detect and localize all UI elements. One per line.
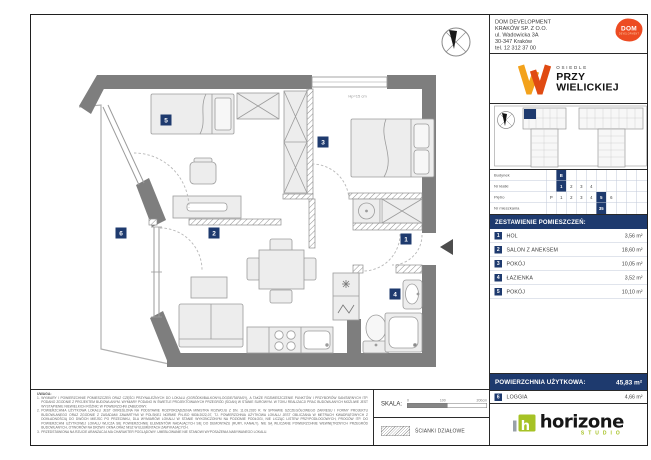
- przy-wielickiej-w-logo-icon: [518, 63, 551, 95]
- partition-hatch-swatch: [381, 426, 410, 436]
- bottom-strip: [31, 389, 489, 445]
- location-cell: [636, 170, 646, 181]
- room-area: 3,56 m²: [624, 232, 643, 239]
- rooms-section: [490, 215, 647, 374]
- drawing-sheet: [30, 14, 648, 446]
- rooms-table-title: ZESTAWIENIE POMIESZCZEŃ:: [490, 215, 647, 229]
- location-cell: [566, 170, 576, 181]
- company-street: ul. Wadowicka 3A: [495, 32, 539, 38]
- floor-plan: [31, 15, 489, 389]
- scale-tick-200: 200cm: [476, 399, 488, 403]
- room-label-1: 1: [401, 234, 412, 245]
- location-cell: 4: [586, 192, 596, 203]
- location-cell: [576, 203, 586, 214]
- room-number-badge: 2: [495, 246, 503, 254]
- room-area: 10,10 m²: [621, 288, 643, 295]
- company-city: 30-347 Kraków: [495, 38, 532, 45]
- location-cell: 1: [556, 181, 566, 192]
- location-cell: [626, 170, 636, 181]
- window-sill-note: Hp=15 cm: [348, 94, 367, 99]
- dom-logo-subtext: DEVELOPMENT: [618, 32, 640, 35]
- location-cell: [616, 192, 626, 203]
- room-number-badge: 3: [495, 260, 503, 268]
- room-number-badge: 1: [495, 232, 503, 240]
- room-list-item: [490, 229, 647, 243]
- location-cell: [556, 203, 566, 214]
- location-cell: 3: [576, 192, 586, 203]
- title-block: [489, 15, 647, 445]
- dom-logo-text: DOM: [621, 24, 637, 32]
- studio-logo-section: [490, 404, 647, 445]
- location-cell: [626, 181, 636, 192]
- estate-brand: [490, 54, 647, 104]
- room-name: HOL: [506, 232, 518, 239]
- developer-info: [490, 15, 647, 54]
- room-list-item: [490, 271, 647, 285]
- key-plan-drawing: [490, 104, 648, 169]
- room-label-3: 3: [318, 137, 329, 148]
- location-cell: [626, 192, 636, 203]
- horizone-studio-subtext: STUDIO: [580, 430, 624, 436]
- room-name: POKÓJ: [506, 260, 526, 267]
- brand-name-line1: PRZY: [556, 70, 586, 83]
- legend-cell: [374, 418, 489, 444]
- location-cell: [636, 181, 646, 192]
- horizone-logo: [513, 413, 624, 436]
- location-row: [490, 181, 647, 192]
- location-cell: [606, 203, 616, 214]
- north-arrow-icon: [442, 28, 470, 56]
- entrance-arrow-icon: [440, 239, 453, 255]
- horizone-logo-icon: [513, 413, 536, 432]
- note-item: 3. PRZEDSTAWIONA NA RZUCIE ARANŻACJA MA CHARAKTER POGLĄDOWY. UMEBLOWANIE NIE STANOWI WYPOSAŻENIA NABYWANEGO LOKALU.: [37, 430, 268, 434]
- note-item: 2. POWIERZCHNIA UŻYTKOWA LOKALU JEST OKREŚLONA NA PODSTAWIE ROZPORZĄDZENIA MINISTRA ROZWOJU Z DN. 11.09.2020 R. W SPRAWIE SZCZEGÓŁOWEGO ZAKRESU I FORMY PROJEKTU BUDOWLANEGO ORAZ ZGODNIE Z ZASADAMI ZAWARTYMI W POLSKIEJ NORMIE PN-ISO 9836:2022-07, TJ. POWIERZCHNIA UŻYTKOWA LOKALU JEST OBLICZANA W METRACH KWADRATOWYCH Z DOKŁADNOŚCIĄ DO DWÓCH MIEJSC PO PRZECINKU, DLA WYMIARÓW LOKALU W STANIE WYKOŃCZONYM NA POZIOMIE PODŁOGI, NIE LICZĄC LISTEW PRZYPODŁOGOWYCH, PROGÓW ITP. DO POWIERZCHNI UŻYTKOWEJ LOKALU WLICZA SIĘ POWIERZCHNIĘ ELEMENTÓW NADAJĄCYCH SIĘ DO DEMONTAŻU (RURY, KANAŁY). NIE SĄ WLICZANE POWIERZCHNIE WEWNĘTRZNYCH PRZEGRÓD BUDOWLANYCH, OTWORÓW NA DRZWI I OKNA ORAZ NISZ W ELEMENTACH ZAMYKAJĄCYCH.: [37, 409, 368, 430]
- location-cell: P: [546, 192, 556, 203]
- company-legal: KRAKÓW SP. Z O.O.: [495, 25, 548, 32]
- usable-area-bar: [490, 374, 647, 391]
- location-cell: [596, 181, 606, 192]
- room-number-badge: 5: [495, 288, 503, 296]
- location-cell: 5: [596, 192, 606, 203]
- brand-kicker: OSIEDLE: [556, 64, 588, 70]
- location-cell: 3: [576, 181, 586, 192]
- location-cell: [546, 181, 556, 192]
- location-cell: [546, 203, 556, 214]
- location-row: [490, 203, 647, 214]
- location-cell: [586, 170, 596, 181]
- company-name: DOM DEVELOPMENT: [495, 19, 551, 25]
- room-list-item: [490, 243, 647, 257]
- company-phone: tel. 12 312 37 00: [495, 45, 536, 51]
- location-row-label: Piętro: [494, 195, 505, 200]
- location-row-label: Nr klatki: [494, 184, 509, 189]
- floor-plan-drawing: [31, 15, 489, 389]
- location-cell: [616, 203, 626, 214]
- location-row: [490, 170, 647, 181]
- apartment-location-marker: [524, 109, 536, 119]
- location-cell: [616, 181, 626, 192]
- scale-tick-0: 0: [407, 399, 409, 403]
- location-row: [490, 192, 647, 203]
- location-cell: [626, 203, 636, 214]
- room-name: POKÓJ: [506, 288, 526, 295]
- location-cell: 2: [566, 181, 576, 192]
- room-list-item: [490, 257, 647, 271]
- note-item: 1. WYMIARY I POWIERZCHNIE POMIESZCZEŃ ORAZ CZĘŚCI PRZYNALEŻNYCH DO LOKALU (OGRÓDKI/BALKONY/LOGGIE/TARASY), A TAKŻE ROZMIESZCZENIE PUNKTÓW I PRZYBORÓW SANITARNYCH ITP. PODANO ZGODNIE Z PROJEKTEM BUDOWLANYM. WYMIARY PODANO W ŚWIETLE PROJEKTOWANYCH PRZEGRÓD (ŚCIAN) W STANIE SUROWYM. W TOKU REALIZACJI PRAC BUDOWLANYCH MOŻLIWE JEST WYSTĄPIENIE NIEWIELKICH RÓŻNIC W POWIERZCHNI ZABUDOWY.: [37, 396, 368, 409]
- location-cell: B: [556, 170, 566, 181]
- room-name: SALON Z ANEKSEM: [506, 246, 559, 253]
- room-number-badge: 4: [495, 274, 503, 282]
- scale-legend-column: [373, 390, 489, 445]
- room-area: 10,05 m²: [621, 260, 643, 267]
- location-cell: [596, 170, 606, 181]
- room-area: 3,52 m²: [624, 274, 643, 281]
- location-cell: [606, 181, 616, 192]
- location-cell: 35: [596, 203, 606, 214]
- dom-development-logo: [616, 19, 643, 42]
- location-cell: [616, 170, 626, 181]
- horizone-icon-letter: h: [520, 418, 530, 434]
- room-label-2: 2: [209, 228, 220, 239]
- location-cell: 2: [566, 192, 576, 203]
- location-cell: 6: [606, 192, 616, 203]
- loggia-name: LOGGIA: [506, 394, 528, 400]
- location-row-label: Budynek: [494, 173, 510, 178]
- usable-area-value: 45,83 m²: [615, 378, 642, 386]
- key-plan: [490, 104, 647, 170]
- room-label-5: 5: [161, 115, 172, 126]
- scale-tick-100: 100: [439, 399, 446, 403]
- location-cell: [576, 170, 586, 181]
- rooms-list: [490, 229, 647, 299]
- location-cell: [546, 170, 556, 181]
- room-label-4: 4: [390, 289, 401, 300]
- partition-legend-label: ŚCIANKI DZIAŁOWE: [415, 428, 465, 434]
- location-row-label: Nr mieszkania: [494, 206, 520, 211]
- room-area: 18,60 m²: [621, 246, 643, 253]
- scale-label: SKALA:: [381, 400, 403, 407]
- usable-area-label: POWIERZCHNIA UŻYTKOWA:: [495, 378, 586, 386]
- room-label-6: 6: [116, 228, 127, 239]
- location-cell: [566, 203, 576, 214]
- location-cell: [636, 203, 646, 214]
- loggia-row: [490, 391, 647, 404]
- notes-list: [37, 397, 368, 435]
- loggia-area: 4,66 m²: [624, 394, 643, 400]
- location-cell: [606, 170, 616, 181]
- notes-title: UWAGA:: [37, 392, 52, 396]
- location-cell: [586, 203, 596, 214]
- location-table: [490, 170, 647, 215]
- location-cell: 4: [586, 181, 596, 192]
- room-name: ŁAZIENKA: [506, 274, 534, 281]
- room-list-item: [490, 285, 647, 299]
- notes-block: [31, 390, 373, 445]
- scale-cell: [374, 390, 489, 418]
- brand-name-line2: WIELICKIEJ: [556, 81, 619, 93]
- location-cell: [636, 192, 646, 203]
- loggia-number-badge: 6: [495, 393, 503, 401]
- horizone-wordmark: horizone: [539, 411, 624, 432]
- location-cell: 1: [556, 192, 566, 203]
- scale-bar: [407, 399, 487, 408]
